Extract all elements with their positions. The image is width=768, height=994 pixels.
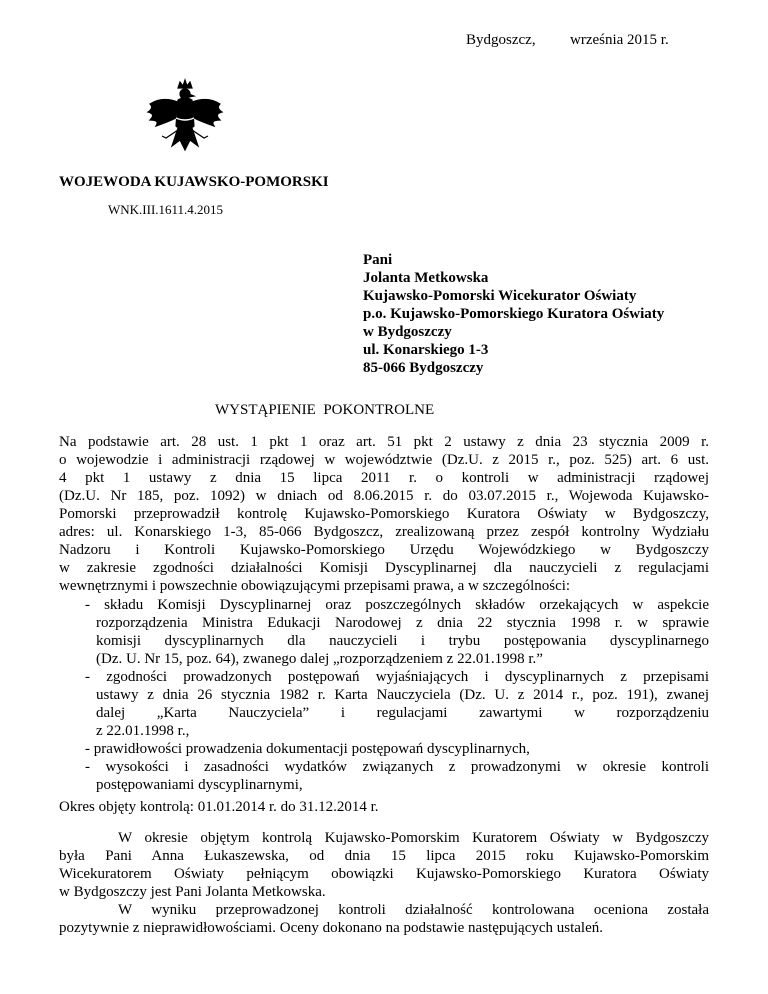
para-line: pozytywnie z nieprawidłowościami. Oceny dokonano na podstawie następujących ustaleń. [59,920,604,936]
intro-line: (Dz.U. Nr 185, poz. 1092) w dniach od 8.06.2015 r. do 03.07.2015 r., Wojewoda Kujawsko- [59,488,709,504]
para-line: W wyniku przeprowadzonej kontroli działalność kontrolowana oceniona została [118,902,709,918]
letter-date: września 2015 r. [570,32,669,48]
intro-line: Nadzoru i Kontroli Kujawsko-Pomorskiego Urzędu Wojewódzkiego w Bydgoszczy [59,542,709,558]
list-item-cont: postępowaniami dyscyplinarnymi, [96,777,303,793]
list-item-cont: z 22.01.1998 r., [96,723,190,739]
addressee-block [363,251,664,377]
intro-line: w zakresie zgodności działalności Komisji Dyscyplinarnej dla nauczycieli z regulacjami [59,560,709,576]
intro-line: Na podstawie art. 28 ust. 1 pkt 1 oraz art. 51 pkt 2 ustawy z dnia 23 stycznia 2009 r. [59,434,709,450]
addressee-line: w Bydgoszczy [363,324,452,340]
list-item-cont: rozporządzenia Ministra Edukacji Narodowej z dnia 22 stycznia 1998 r. w sprawie [96,615,709,631]
intro-line: 4 pkt 1 ustawy z dnia 15 lipca 2011 r. o kontroli w administracji rządowej [59,470,709,486]
para-line: Wicekuratorem Oświaty pełniącym obowiązki Kujawsko-Pomorskiego Kuratora Oświaty [59,866,709,882]
document-title: WYSTĄPIENIE POKONTROLNE [215,402,435,418]
intro-line: Pomorski przeprowadził kontrolę Kujawsko-Pomorskiego Kuratora Oświaty w Bydgoszczy, [59,506,709,522]
intro-line: adres: ul. Konarskiego 1-3, 85-066 Bydgoszcz, zrealizowaną przez zespół kontrolny Wydziału [59,524,709,540]
addressee-line: 85-066 Bydgoszczy [363,360,484,376]
city: Bydgoszcz, [466,32,536,48]
addressee-line: ul. Konarskiego 1-3 [363,342,489,358]
list-item: - prawidłowości prowadzenia dokumentacji postępowań dyscyplinarnych, [85,741,530,757]
addressee-line: p.o. Kujawsko-Pomorskiego Kuratora Oświaty [363,306,665,322]
authority-name: WOJEWODA KUJAWSKO-POMORSKI [59,174,329,190]
intro-paragraph [59,433,709,595]
paragraph-1 [59,829,709,901]
control-period: Okres objęty kontrolą: 01.01.2014 r. do 31.12.2014 r. [59,799,379,815]
white-eagle-emblem-icon [142,78,228,168]
scope-list [85,596,709,794]
para-line: W okresie objętym kontrolą Kujawsko-Pomorskim Kuratorem Oświaty w Bydgoszczy [118,830,709,846]
addressee-line: Kujawsko-Pomorski Wicekurator Oświaty [363,288,637,304]
list-item-cont: komisji dyscyplinarnych dla nauczycieli i trybu postępowania dyscyplinarnego [96,633,709,649]
para-line: w Bydgoszczy jest Pani Jolanta Metkowska. [59,884,326,900]
list-item: - składu Komisji Dyscyplinarnej oraz poszczególnych składów orzekających w aspekcie [85,597,709,613]
addressee-line: Pani [363,252,393,268]
list-item-cont: (Dz. U. Nr 15, poz. 64), zwanego dalej „rozporządzeniem z 22.01.1998 r.” [96,651,543,667]
reference-number: WNK.III.1611.4.2015 [108,202,224,217]
list-item-cont: dalej „Karta Nauczyciela” i regulacjami zawartymi w rozporządzeniu [96,705,709,721]
list-item-cont: ustawy z dnia 26 stycznia 1982 r. Karta Nauczyciela (Dz. U. z 2014 r., poz. 191), zwanej [96,687,709,703]
paragraph-2 [59,901,709,937]
intro-line: wewnętrznymi i powszechnie obowiązującymi przepisami prawa, a w szczególności: [59,578,571,594]
list-item: - wysokości i zasadności wydatków związanych z prowadzonymi w okresie kontroli [85,759,709,775]
addressee-line: Jolanta Metkowska [363,270,489,286]
intro-line: o wojewodzie i administracji rządowej w województwie (Dz.U. z 2015 r., poz. 525) art. 6 ust. [59,452,709,468]
para-line: była Pani Anna Łukaszewska, od dnia 15 lipca 2015 roku Kujawsko-Pomorskim [59,848,709,864]
list-item: - zgodności prowadzonych postępowań wyjaśniających i dyscyplinarnych z przepisami [85,669,709,685]
